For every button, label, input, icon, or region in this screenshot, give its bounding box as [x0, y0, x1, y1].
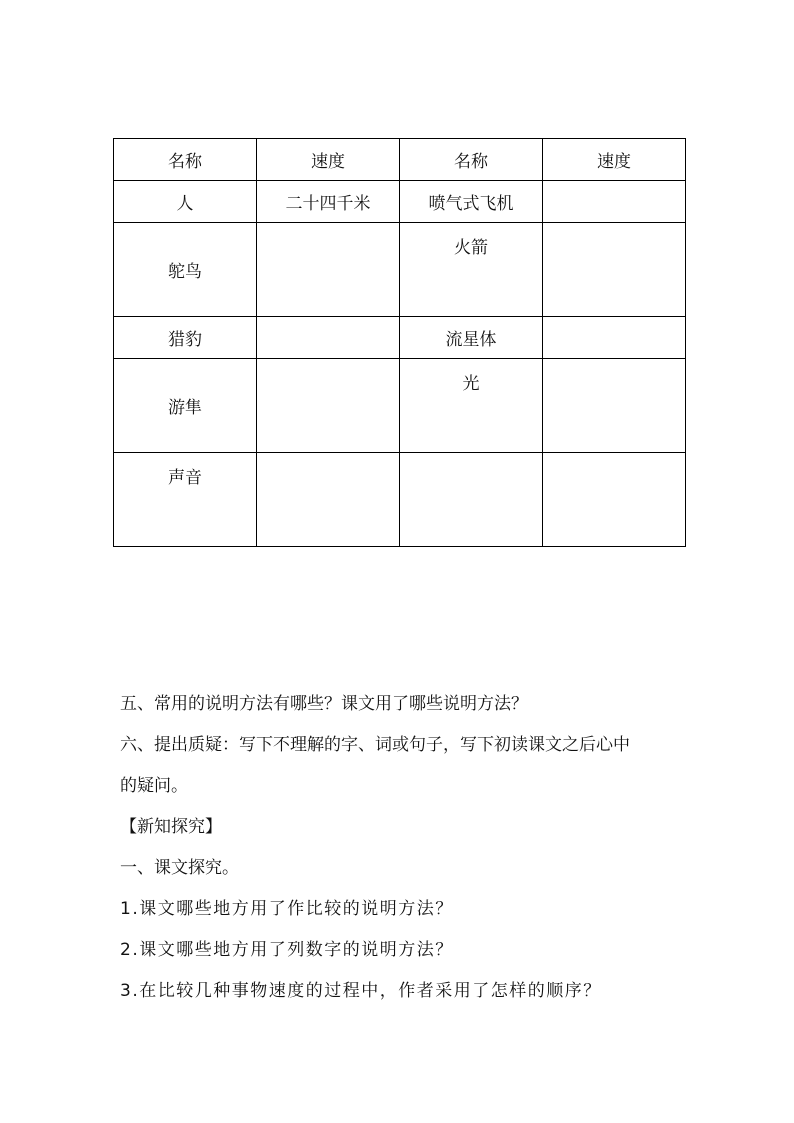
question-5: 五、常用的说明方法有哪些？课文用了哪些说明方法？ [120, 694, 528, 714]
table-cell [257, 453, 400, 547]
table-header-row [114, 139, 686, 181]
table-cell [543, 181, 686, 223]
table-cell [257, 359, 400, 453]
table-cell [543, 359, 686, 453]
header-speed-1: 速度 [257, 139, 400, 181]
table-cell: 喷气式飞机 [400, 181, 543, 223]
table-row [114, 317, 686, 359]
table-cell [543, 453, 686, 547]
table-cell: 流星体 [400, 317, 543, 359]
header-name-2: 名称 [400, 139, 543, 181]
table-cell [257, 317, 400, 359]
sub-question-2: 2.课文哪些地方用了列数字的说明方法？ [120, 940, 454, 960]
part-1-heading: 一、课文探究。 [120, 858, 239, 878]
speed-comparison-table [113, 138, 686, 547]
table-cell: 鸵鸟 [114, 223, 257, 317]
question-6-line-2: 的疑问。 [120, 776, 188, 796]
table-cell [257, 223, 400, 317]
section-title: 【新知探究】 [120, 817, 222, 837]
sub-question-3: 3.在比较几种事物速度的过程中，作者采用了怎样的顺序？ [120, 981, 602, 1001]
table-row [114, 181, 686, 223]
question-6-line-1: 六、提出质疑：写下不理解的字、词或句子，写下初读课文之后心中 [120, 735, 630, 755]
sub-question-1: 1.课文哪些地方用了作比较的说明方法？ [120, 899, 454, 919]
table-cell: 光 [400, 359, 543, 453]
header-speed-2: 速度 [543, 139, 686, 181]
table-cell: 猎豹 [114, 317, 257, 359]
table-row [114, 223, 686, 317]
table-cell: 声音 [114, 453, 257, 547]
table-cell: 火箭 [400, 223, 543, 317]
table-cell [543, 223, 686, 317]
header-name-1: 名称 [114, 139, 257, 181]
table-row [114, 359, 686, 453]
table-row [114, 453, 686, 547]
table-cell [543, 317, 686, 359]
table-cell: 游隼 [114, 359, 257, 453]
question-text-block [120, 684, 680, 1012]
table-cell: 人 [114, 181, 257, 223]
table-cell [400, 453, 543, 547]
table-cell: 二十四千米 [257, 181, 400, 223]
